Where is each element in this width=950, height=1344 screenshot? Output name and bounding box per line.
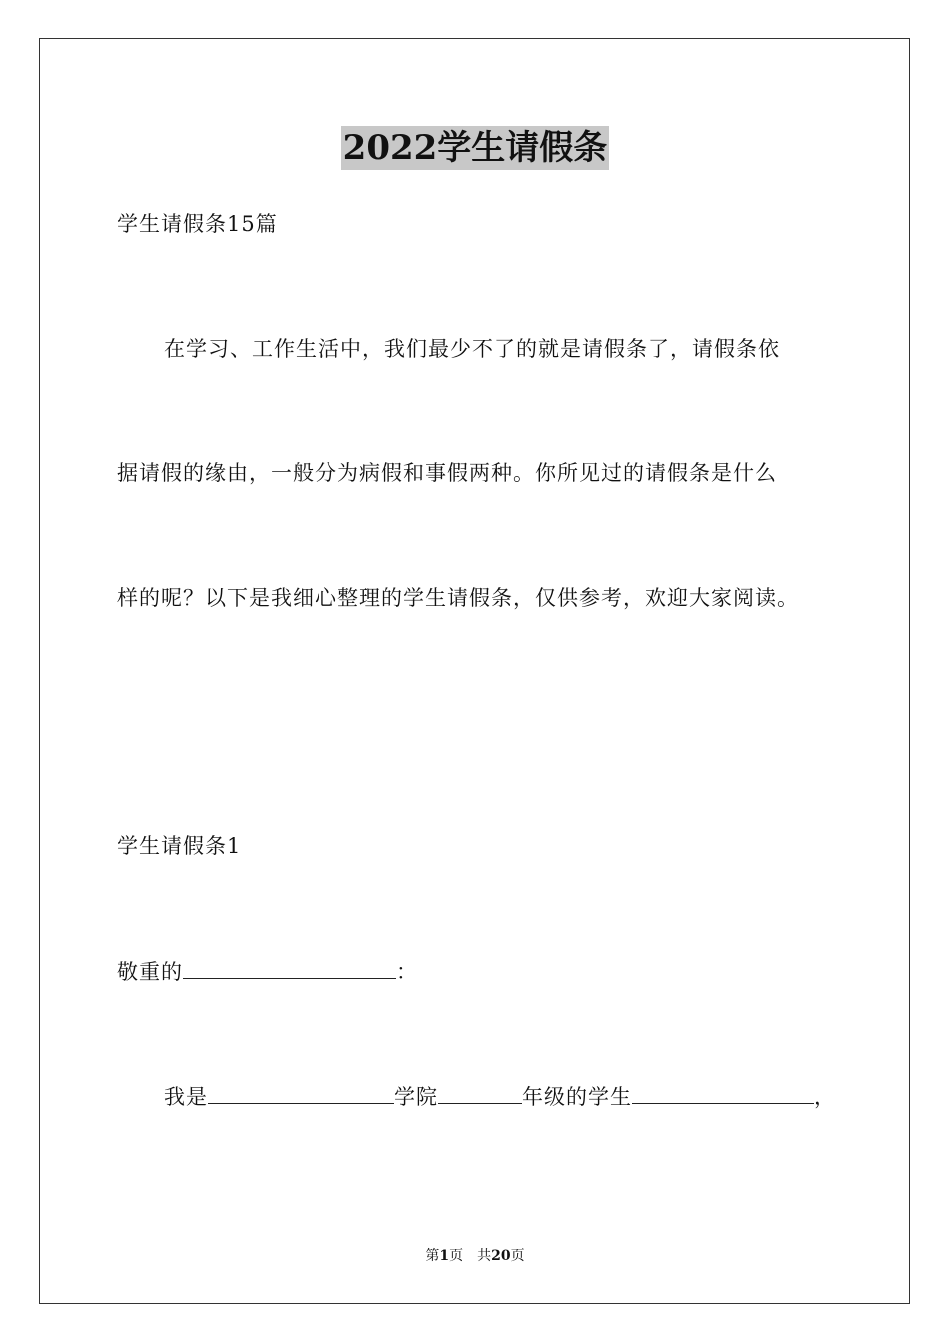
document-subtitle: 学生请假条15篇 bbox=[117, 212, 278, 236]
footer-page-total: 20 bbox=[491, 1248, 511, 1264]
body-text-3: 年级的学生 bbox=[522, 1085, 632, 1109]
intro-line-2: 据请假的缘由，一般分为病假和事假两种。你所见过的请假条是什么 bbox=[117, 461, 777, 485]
footer-page-current: 1 bbox=[439, 1248, 450, 1264]
salutation-suffix: ： bbox=[396, 960, 418, 984]
body-text-2: 学院 bbox=[394, 1085, 438, 1109]
intro-line-1: 在学习、工作生活中，我们最少不了的就是请假条了，请假条依 bbox=[164, 337, 780, 361]
salutation-prefix: 敬重的 bbox=[117, 960, 183, 984]
name-blank bbox=[208, 1081, 394, 1104]
body-text-4: ， bbox=[814, 1085, 836, 1109]
college-blank bbox=[438, 1081, 522, 1104]
grade-blank bbox=[632, 1081, 814, 1104]
body-text-1: 我是 bbox=[164, 1085, 208, 1109]
footer-page-mid: 页 bbox=[449, 1248, 464, 1264]
salutation-line bbox=[117, 956, 418, 987]
body-line bbox=[164, 1081, 836, 1112]
recipient-blank bbox=[183, 956, 396, 979]
document-title: 2022学生请假条 bbox=[342, 128, 608, 168]
title-container bbox=[0, 126, 950, 170]
intro-line-3: 样的呢？以下是我细心整理的学生请假条，仅供参考，欢迎大家阅读。 bbox=[117, 586, 799, 610]
footer-page-pre: 第 bbox=[425, 1248, 440, 1264]
footer-total-pre: 共 bbox=[477, 1248, 492, 1264]
section-heading: 学生请假条1 bbox=[117, 834, 242, 858]
footer-total-post: 页 bbox=[510, 1248, 525, 1264]
page-footer bbox=[0, 1246, 950, 1266]
